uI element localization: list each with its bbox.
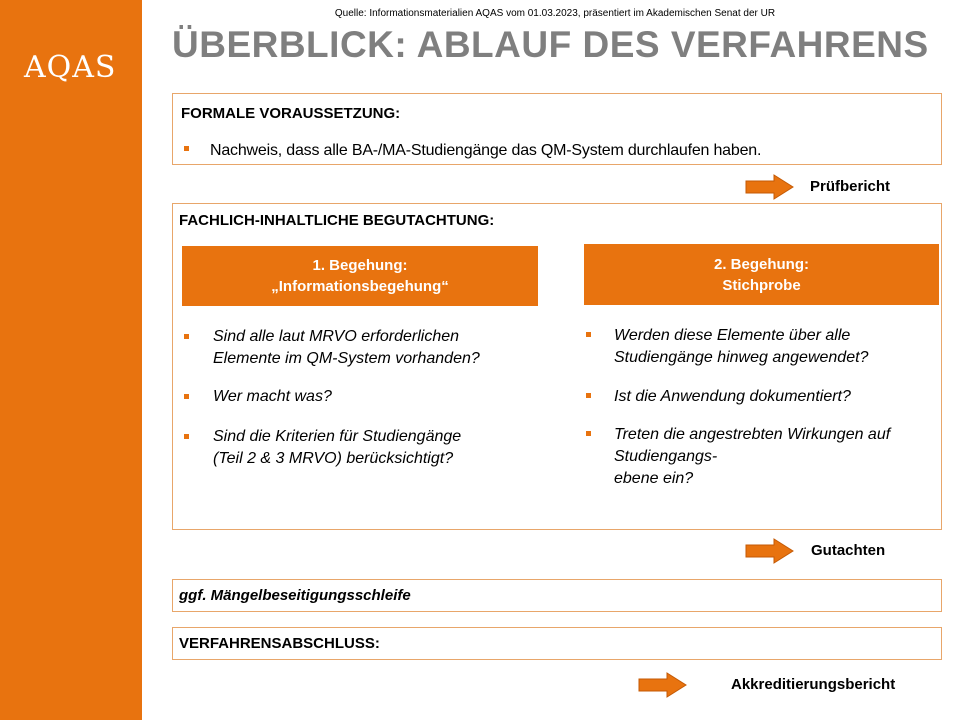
first-visit-title: 1. Begehung: — [312, 257, 408, 274]
source-note: Quelle: Informationsmaterialien AQAS vom 01.03.2023, präsentiert im Akademischen Senat der UR — [334, 8, 776, 19]
arrow-right-icon — [745, 174, 795, 200]
first-visit-subtitle: „Informationsbegehung“ — [271, 278, 449, 295]
bullet-square-icon — [586, 393, 591, 398]
formal-requirement-heading: FORMALE VORAUSSETZUNG: — [181, 105, 401, 122]
defect-remedy-box — [172, 579, 942, 612]
second-visit-title: 2. Begehung: — [713, 255, 809, 273]
sidebar-band — [0, 0, 142, 720]
first-visit-question-2: Wer macht was? — [213, 388, 332, 405]
bullet-square-icon — [184, 434, 189, 439]
bullet-square-icon — [184, 334, 189, 339]
arrow-right-icon — [745, 538, 795, 564]
procedure-completion-box — [172, 627, 942, 660]
expert-review-heading: FACHLICH-INHALTLICHE BEGUTACHTUNG: — [179, 212, 495, 229]
bullet-square-icon — [184, 146, 189, 151]
bullet-square-icon — [184, 394, 189, 399]
first-visit-header — [182, 246, 538, 306]
bullet-square-icon — [586, 431, 591, 436]
aqas-logo: AQAS — [24, 50, 117, 85]
formal-requirement-box — [172, 93, 942, 165]
second-visit-header — [584, 244, 939, 305]
second-visit-question-3: Treten die angestrebten Wirkungen auf Studiengangs- ebene ein? — [614, 426, 891, 487]
second-visit-question-1: Werden diese Elemente über alle Studiengänge hinweg angewendet? — [614, 327, 869, 366]
first-visit-question-3: Sind die Kriterien für Studiengänge (Teil 2 & 3 MRVO) berücksichtigt? — [213, 428, 462, 467]
page-title: ÜBERBLICK: ABLAUF DES VERFAHRENS — [172, 24, 929, 65]
defect-remedy-label: ggf. Mängelbeseitigungsschleife — [179, 587, 411, 604]
formal-requirement-text: Nachweis, dass alle BA-/MA-Studiengänge das QM-System durchlaufen haben. — [210, 142, 762, 159]
bullet-square-icon — [586, 332, 591, 337]
gutachten-label: Gutachten — [811, 542, 886, 559]
procedure-completion-label: VERFAHRENSABSCHLUSS: — [179, 635, 380, 652]
second-visit-question-2: Ist die Anwendung dokumentiert? — [614, 388, 851, 405]
expert-review-box — [172, 203, 942, 530]
pruefbericht-label: Prüfbericht — [810, 178, 891, 195]
second-visit-subtitle: Stichprobe — [722, 276, 801, 294]
akkreditierungsbericht-label: Akkreditierungsbericht — [731, 676, 896, 693]
first-visit-question-1: Sind alle laut MRVO erforderlichen Elemente im QM-System vorhanden? — [213, 328, 480, 367]
arrow-right-icon — [638, 672, 688, 698]
